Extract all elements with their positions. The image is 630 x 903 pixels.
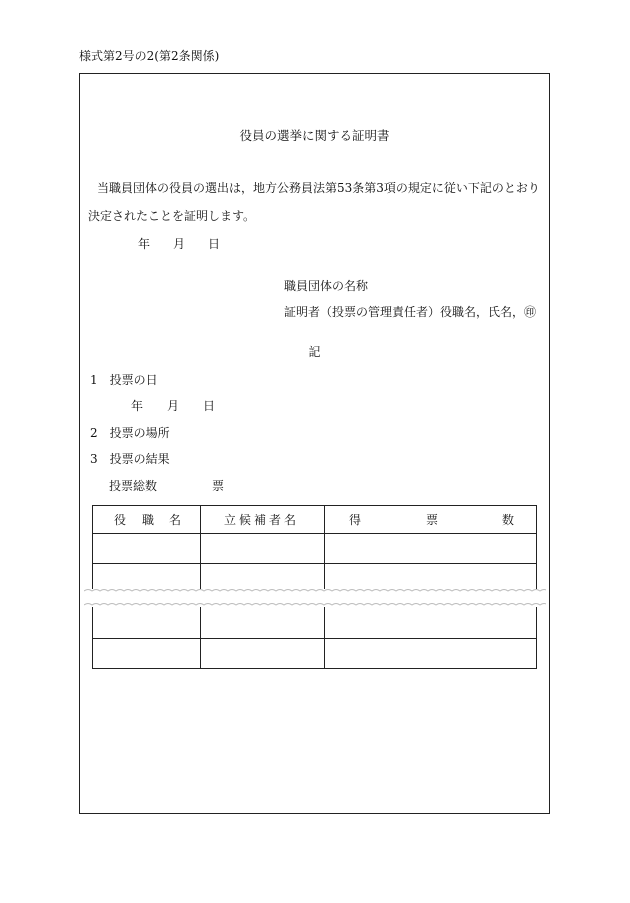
certifier-label: 証明者（投票の管理責任者）役職名，氏名，㊞ bbox=[284, 305, 537, 319]
voting-date-month-label: 月 bbox=[167, 399, 180, 413]
total-votes-label: 投票総数 bbox=[109, 479, 158, 493]
date-day-label: 日 bbox=[208, 237, 221, 251]
table-row-divider bbox=[92, 563, 537, 564]
date-month-label: 月 bbox=[173, 237, 186, 251]
header-position-char-3: 名 bbox=[169, 513, 182, 527]
header-position-char-1: 役 bbox=[114, 513, 127, 527]
ki-heading: 記 bbox=[308, 345, 321, 359]
total-votes-unit: 票 bbox=[212, 479, 225, 493]
item-voting-date: 1 投票の日 bbox=[90, 373, 158, 387]
certification-text-line-2: 決定されたことを証明します。 bbox=[88, 209, 256, 223]
table-border-bottom bbox=[92, 668, 537, 669]
item-voting-place: 2 投票の場所 bbox=[90, 426, 170, 440]
header-votes-char-2: 票 bbox=[426, 513, 439, 527]
voting-date-day-label: 日 bbox=[203, 399, 216, 413]
table-border-top bbox=[92, 505, 537, 506]
header-candidate: 立候補者名 bbox=[224, 513, 300, 527]
header-votes-char-1: 得 bbox=[349, 513, 362, 527]
form-number: 様式第2号の2(第2条関係) bbox=[79, 49, 220, 63]
row-omission-wave bbox=[84, 586, 546, 610]
certification-text-line-1: 当職員団体の役員の選出は，地方公務員法第53条第3項の規定に従い下記のとおり bbox=[97, 181, 540, 195]
header-position-char-2: 職 bbox=[142, 513, 155, 527]
voting-date-year-label: 年 bbox=[131, 399, 144, 413]
table-row-divider bbox=[92, 638, 537, 639]
item-voting-result: 3 投票の結果 bbox=[90, 452, 170, 466]
document-title: 役員の選挙に関する証明書 bbox=[239, 128, 390, 143]
table-header-divider bbox=[92, 533, 537, 534]
organization-name-label: 職員団体の名称 bbox=[284, 279, 369, 293]
date-year-label: 年 bbox=[138, 237, 151, 251]
header-votes-char-3: 数 bbox=[502, 513, 515, 527]
